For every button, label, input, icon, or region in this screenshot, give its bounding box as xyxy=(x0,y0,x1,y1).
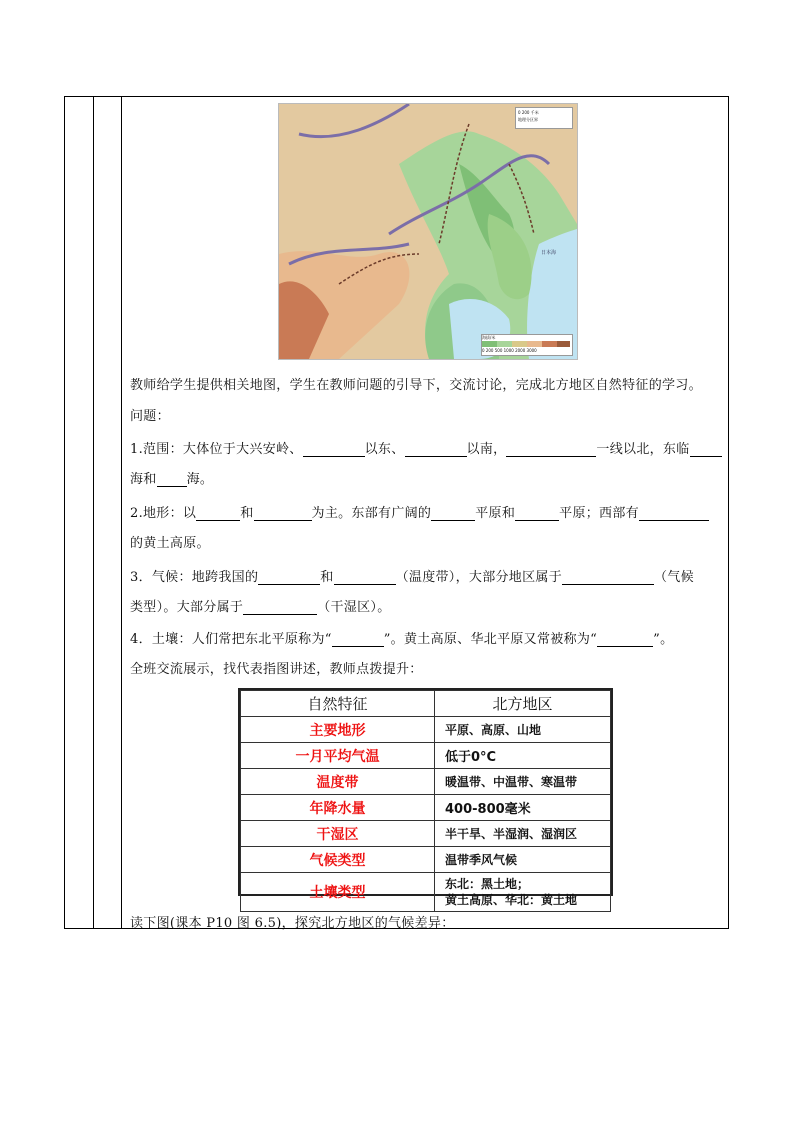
question-1-line-1: 1.范围：大体位于大兴安岭、 以东、 以南， 一线以北，东临 xyxy=(130,438,722,457)
scale-label: 0 200 千米 xyxy=(518,110,539,115)
column-divider-1 xyxy=(93,97,94,928)
blank-field[interactable] xyxy=(562,571,654,585)
blank-field[interactable] xyxy=(515,507,559,521)
row-key: 年降水量 xyxy=(241,795,435,821)
row-key: 土壤类型 xyxy=(241,873,435,912)
row-value: 平原、高原、山地 xyxy=(435,717,611,743)
elevation-title: 海拔/米 xyxy=(482,335,496,340)
bottom-text: 读下图(课本 P10 图 6.5)，探究北方地区的气候差异： xyxy=(130,916,455,931)
row-value: 温带季风气候 xyxy=(435,847,611,873)
map-graphic xyxy=(279,104,577,359)
map-legend-elevation xyxy=(481,334,573,356)
blank-field[interactable] xyxy=(506,443,596,457)
table-row xyxy=(241,821,611,847)
table-row xyxy=(241,717,611,743)
soil-value-1: 东北：黑土地； xyxy=(445,877,530,891)
question-heading: 问题： xyxy=(130,409,170,424)
blank-field[interactable] xyxy=(303,443,365,457)
elevation-ticks: 0 200 500 1000 2000 3000 xyxy=(482,348,537,353)
header-feature: 自然特征 xyxy=(241,691,435,717)
blank-field[interactable] xyxy=(405,443,467,457)
blank-field[interactable] xyxy=(243,601,317,615)
row-value: 半干旱、半湿润、湿润区 xyxy=(435,821,611,847)
row-value xyxy=(435,873,611,912)
table-row xyxy=(241,847,611,873)
row-key: 主要地形 xyxy=(241,717,435,743)
question-1-line-2: 海和 海。 xyxy=(130,472,214,487)
soil-value-2: 黄土高原、华北：黄土地 xyxy=(445,893,578,907)
blank-field[interactable] xyxy=(332,633,384,647)
map-legend-scale xyxy=(515,107,573,129)
row-key: 一月平均气温 xyxy=(241,743,435,769)
row-key: 气候类型 xyxy=(241,847,435,873)
sea-label: 日本海 xyxy=(541,250,557,256)
row-value: 400-800毫米 xyxy=(435,795,611,821)
blank-field[interactable] xyxy=(639,507,709,521)
boundary-label: 地理分区界 xyxy=(518,117,538,122)
intro-text: 教师给学生提供相关地图，学生在教师问题的引导下，交流讨论，完成北方地区自然特征的学习。 xyxy=(130,378,702,393)
summary-text: 全班交流展示，找代表指图讲述，教师点拨提升： xyxy=(130,662,423,677)
natural-features-table xyxy=(238,688,613,907)
table-header-row xyxy=(241,691,611,717)
table-row xyxy=(241,769,611,795)
elevation-ramp xyxy=(482,341,570,347)
row-value: 低于0°C xyxy=(435,743,611,769)
blank-field[interactable] xyxy=(690,443,722,457)
question-4: 4．土壤：人们常把东北平原称为“ ”。黄土高原、华北平原又常被称为“ ”。 xyxy=(130,632,674,647)
blank-field[interactable] xyxy=(157,473,187,487)
table-row xyxy=(241,873,611,912)
blank-field[interactable] xyxy=(597,633,653,647)
blank-field[interactable] xyxy=(196,507,240,521)
row-value: 暖温带、中温带、寒温带 xyxy=(435,769,611,795)
row-key: 温度带 xyxy=(241,769,435,795)
blank-field[interactable] xyxy=(254,507,312,521)
blank-field[interactable] xyxy=(334,571,396,585)
north-region-map xyxy=(278,103,578,360)
header-region: 北方地区 xyxy=(435,691,611,717)
question-2-line-1: 2.地形：以 和 为主。东部有广阔的 平原和 平原；西部有 xyxy=(130,502,709,521)
blank-field[interactable] xyxy=(258,571,320,585)
row-key: 干湿区 xyxy=(241,821,435,847)
question-3-line-1: 3．气候：地跨我国的 和 （温度带），大部分地区属于 （气候 xyxy=(130,570,694,585)
question-2-line-2: 的黄土高原。 xyxy=(130,536,210,551)
table-row xyxy=(241,795,611,821)
blank-field[interactable] xyxy=(431,507,475,521)
question-3-line-2: 类型）。大部分属于 （干湿区）。 xyxy=(130,600,391,615)
table-row xyxy=(241,743,611,769)
column-divider-2 xyxy=(121,97,122,928)
